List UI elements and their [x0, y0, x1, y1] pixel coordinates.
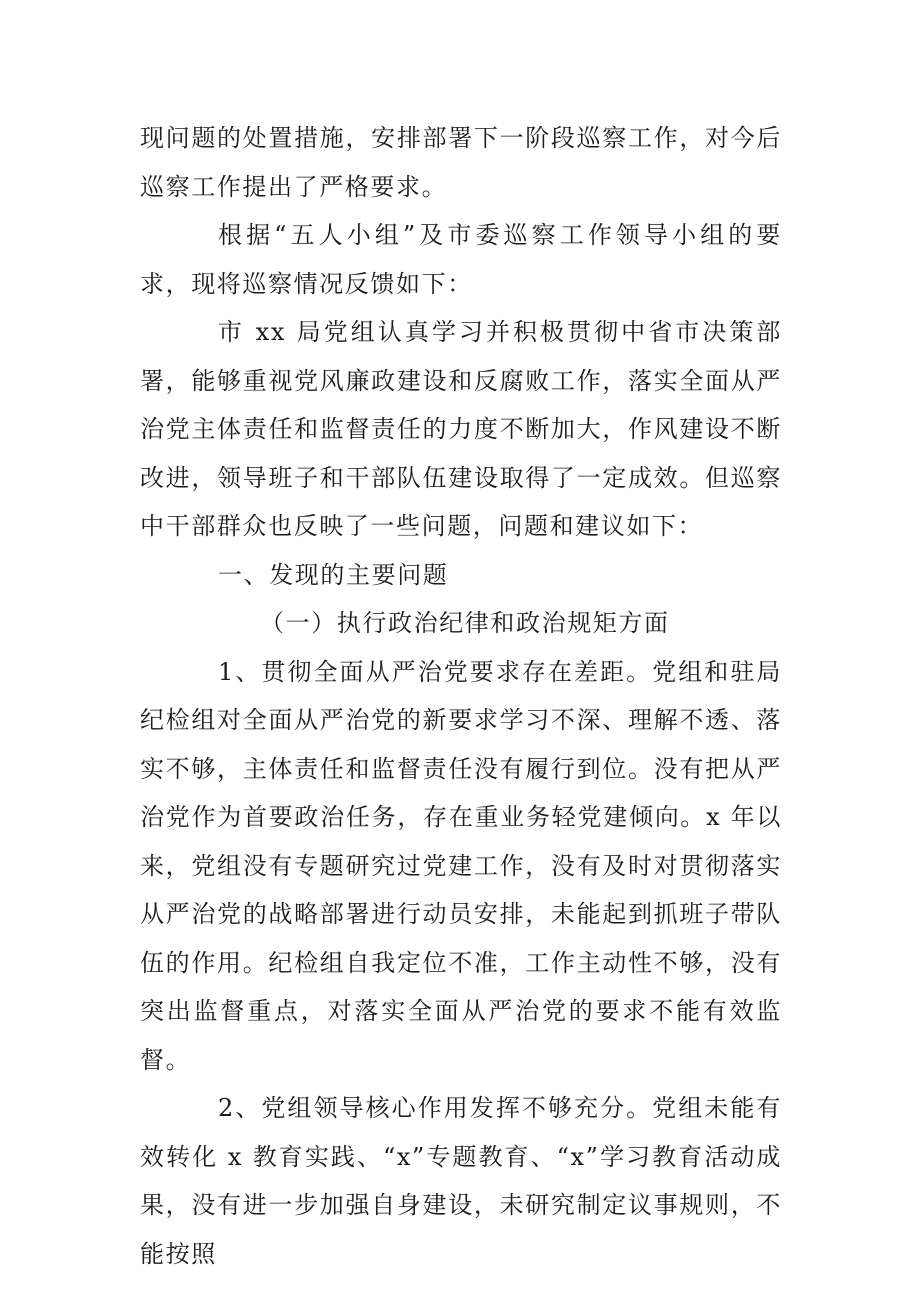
section-heading-main-problems: 一、发现的主要问题 — [218, 560, 449, 589]
paragraph-continuation: 现问题的处置措施，安排部署下一阶段巡察工作，对今后巡察工作提出了严格要求。 — [140, 124, 782, 201]
subsection-heading-political-discipline: （一）执行政治纪律和政治规矩方面 — [260, 609, 670, 637]
paragraph-item-1: 1、贯彻全面从严治党要求存在差距。党组和驻局纪检组对全面从严治党的新要求学习不深、理解不透、落实不够，主体责任和监督责任没有履行到位。没有把从严治党作为首要政治任务，存在重业务轻党建倾向。x 年以来，党组没有专题研究过党建工作，没有及时对贯彻落实从严治党的战略部署进行动员安排，未能起到抓班子带队伍的作用。纪检组自我定位不准，工作主动性不够，没有突出监督重点，对落实全面从严治党的要求不能有效监督。 — [140, 657, 782, 1074]
paragraph-item-2: 2、党组领导核心作用发挥不够充分。党组未能有效转化 x 教育实践、“x”专题教育、“x”学习教育活动成果，没有进一步加强自身建设，未研究制定议事规则，不能按照 — [140, 1094, 782, 1268]
paragraph-intro: 根据“五人小组”及市委巡察工作领导小组的要求，现将巡察情况反馈如下： — [140, 221, 782, 298]
document-body — [140, 114, 782, 1278]
paragraph-overview: 市 xx 局党组认真学习并积极贯彻中省市决策部署，能够重视党风廉政建设和反腐败工作，落实全面从严治党主体责任和监督责任的力度不断加大，作风建设不断改进，领导班子和干部队伍建设取得了一定成效。但巡察中干部群众也反映了一些问题，问题和建议如下： — [140, 318, 782, 540]
